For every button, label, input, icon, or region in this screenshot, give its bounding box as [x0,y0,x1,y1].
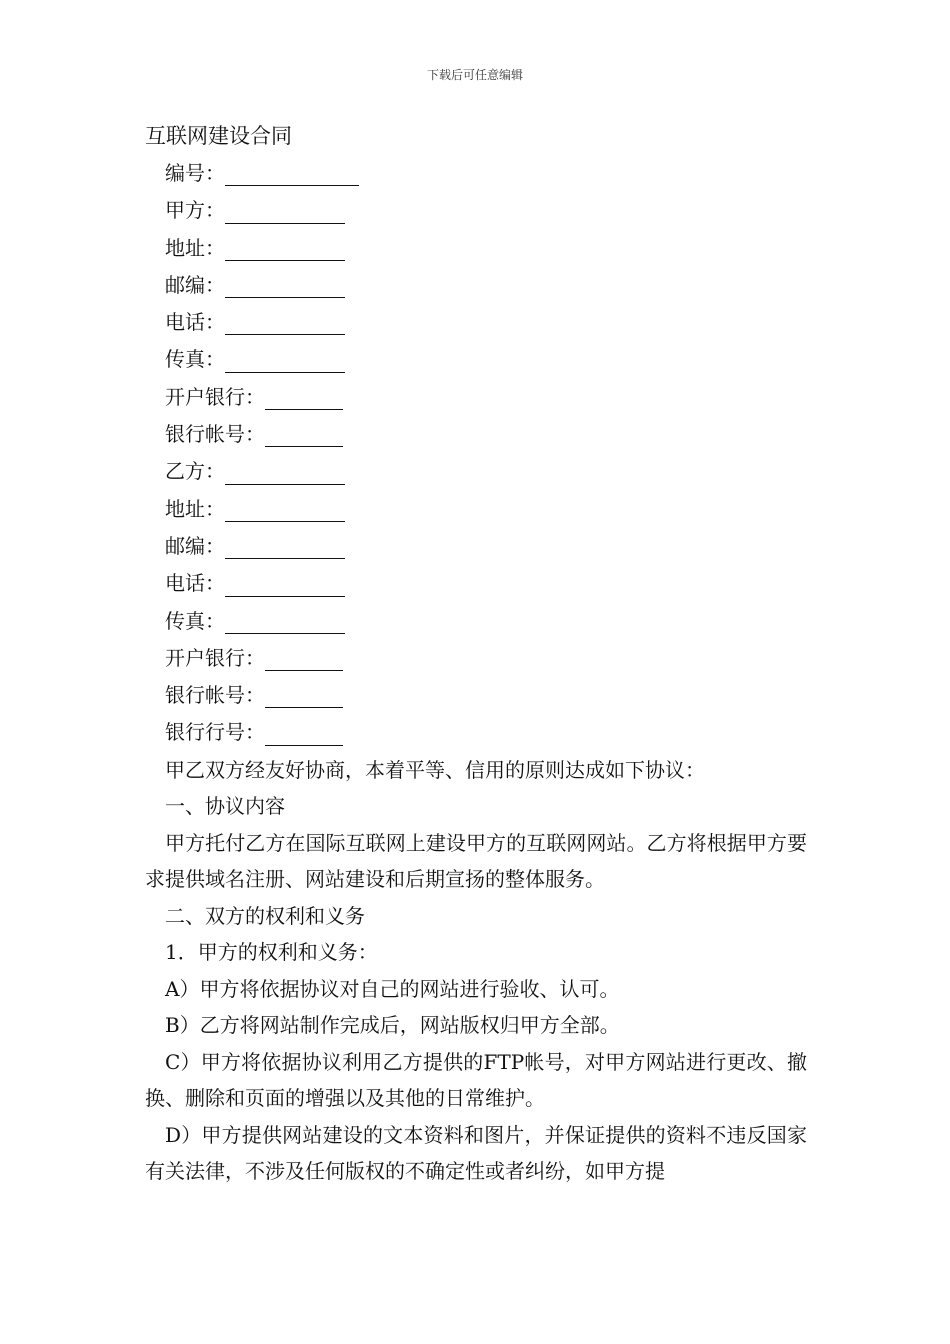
section-1-body: 甲方托付乙方在国际互联网上建设甲方的互联网网站。乙方将根据甲方要求提供域名注册、网站建设和后期宣扬的整体服务。 [145,830,807,892]
blank-line [265,644,343,671]
field-label: 甲方： [165,198,225,223]
intro-paragraph: 甲乙双方经友好协商，本着平等、信用的原则达成如下协议： [165,757,705,782]
header-note: 下载后可任意编辑 [426,68,523,82]
blank-line [225,495,345,522]
field-label: 地址： [165,496,225,521]
blank-line [265,719,343,746]
blank-line [225,532,345,559]
field-party-a-phone [145,304,807,341]
field-party-a-bank [145,379,807,416]
field-label: 电话： [165,571,225,596]
field-party-b-address [145,491,807,528]
clause-c: C）甲方将依据协议利用乙方提供的FTP帐号，对甲方网站进行更改、撤换、删除和页面的增强以及其他的日常维护。 [145,1049,807,1111]
field-party-a-postcode [145,267,807,304]
field-label: 邮编： [165,272,225,297]
blank-line [225,197,345,224]
clause-d: D）甲方提供网站建设的文本资料和图片，并保证提供的资料不违反国家有关法律，不涉及任何版权的不确定性或者纠纷，如甲方提 [145,1122,807,1184]
field-party-b-fax [145,603,807,640]
field-label: 传真： [165,608,225,633]
blank-line [225,570,345,597]
document-title: 互联网建设合同 [145,124,292,148]
field-label: 地址： [165,235,225,260]
blank-line [225,159,359,186]
field-label: 银行帐号： [165,422,265,447]
field-party-b-postcode [145,528,807,565]
field-label: 银行行号： [165,720,265,745]
field-party-b [145,453,807,490]
blank-line [265,383,343,410]
section-heading-1: 一、协议内容 [165,794,285,819]
field-label: 开户银行： [165,645,265,670]
field-label: 传真： [165,347,225,372]
field-party-b-account [145,677,807,714]
blank-line [265,420,343,447]
blank-line [225,234,345,261]
document-body [145,118,807,1190]
blank-line [225,271,345,298]
field-label: 银行帐号： [165,683,265,708]
field-party-a-address [145,230,807,267]
field-party-a [145,192,807,229]
blank-line [225,346,345,373]
field-label: 乙方： [165,459,225,484]
field-party-a-fax [145,341,807,378]
section-heading-2: 二、双方的权利和义务 [165,903,365,928]
field-label: 邮编： [165,533,225,558]
field-label: 编号： [165,161,225,185]
field-label: 电话： [165,310,225,335]
clause-a: A）甲方将依据协议对自己的网站进行验收、认可。 [165,976,620,1001]
field-party-b-bank-code [145,714,807,751]
subsection-heading: 1．甲方的权利和义务： [165,940,378,965]
blank-line [225,458,345,485]
blank-line [225,607,345,634]
field-party-a-account [145,416,807,453]
blank-line [225,308,345,335]
field-label: 开户银行： [165,384,265,409]
clause-b: B）乙方将网站制作完成后，网站版权归甲方全部。 [165,1013,620,1038]
party-info-fields [145,155,807,752]
field-contract-number [145,155,807,192]
field-party-b-phone [145,565,807,602]
field-party-b-bank [145,640,807,677]
blank-line [265,681,343,708]
